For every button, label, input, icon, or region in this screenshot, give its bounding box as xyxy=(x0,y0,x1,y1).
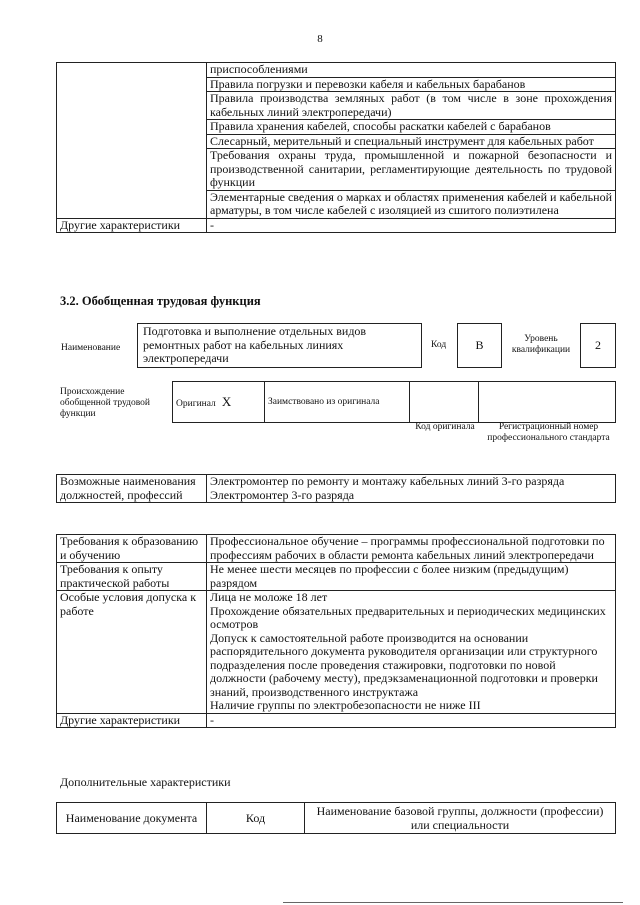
origin-original-cell xyxy=(173,382,265,423)
condition-item: Лица не моложе 18 лет xyxy=(210,590,328,604)
condition-item: Допуск к самостоятельной работе производится на основании распорядительного документа руководителя организации или структурного подразделения после проведения стажировки, подготовки по новой должности (рабочему месту), предэкзаменационной подготовки и проверки знаний, производственного инструктажа xyxy=(210,630,598,699)
original-label: Оригинал xyxy=(176,399,216,409)
section-heading: 3.2. Обобщенная трудовая функция xyxy=(60,294,261,308)
job-titles-values xyxy=(207,475,616,503)
education-label: Требования к образованию и обучению xyxy=(57,535,207,563)
knowledge-row: Элементарные сведения о марках и областях применения кабелей и кабельной арматуры, в том числе кабелей с изоляцией из сшитого полиэтилена xyxy=(207,190,616,218)
job-titles-label: Возможные наименования должностей, профессий xyxy=(57,475,207,503)
knowledge-row: Правила хранения кабелей, способы раскатки кабелей с барабанов xyxy=(207,120,616,135)
other-characteristics-label: Другие характеристики xyxy=(57,218,207,233)
code-original-caption: Код оригинала xyxy=(415,422,475,432)
function-name-box: Подготовка и выполнение отдельных видов ремонтных работ на кабельных линиях электропередачи xyxy=(137,323,422,368)
condition-item: Прохождение обязательных предварительных и периодических медицинских осмотров xyxy=(210,603,606,631)
col-code: Код xyxy=(207,803,305,834)
other-characteristics-value: - xyxy=(207,713,616,728)
page-number: 8 xyxy=(317,33,323,45)
job-titles-table xyxy=(56,474,616,503)
other-characteristics-value: - xyxy=(207,218,616,233)
additional-characteristics-heading: Дополнительные характеристики xyxy=(60,775,231,789)
col-group-name: Наименование базовой группы, должности (профессии) или специальности xyxy=(305,803,616,834)
additional-characteristics-table xyxy=(56,802,616,834)
origin-borrowed-cell: Заимствовано из оригинала xyxy=(265,382,410,423)
col-document-name: Наименование документа xyxy=(57,803,207,834)
knowledge-label-cell xyxy=(57,63,207,219)
job-title: Электромонтер 3-го разряда xyxy=(210,487,355,502)
knowledge-row: Требования охраны труда, промышленной и пожарной безопасности и производственной санитарии, регламентирующие деятельность по трудовой функции xyxy=(207,149,616,191)
knowledge-row: Слесарный, мерительный и специальный инструмент для кабельных работ xyxy=(207,134,616,149)
knowledge-row: приспособлениями xyxy=(207,63,616,78)
origin-code-cell xyxy=(410,382,479,423)
qualification-level-label: Уровень квалификации xyxy=(511,334,571,355)
experience-label: Требования к опыту практической работы xyxy=(57,563,207,591)
conditions-label: Особые условия допуска к работе xyxy=(57,591,207,714)
condition-item: Наличие группы по электробезопасности не ниже III xyxy=(210,698,481,712)
knowledge-row: Правила производства земляных работ (в том числе в зоне прохождения кабельных линий электропередачи) xyxy=(207,92,616,120)
experience-value: Не менее шести месяцев по профессии с более низким (предыдущим) разрядом xyxy=(207,563,616,591)
education-value: Профессиональное обучение – программы профессиональной подготовки по профессиям рабочих в области ремонта кабельных линий электропередачи xyxy=(207,535,616,563)
name-label: Наименование xyxy=(61,343,121,353)
table-continuation-line xyxy=(283,902,623,903)
origin-table xyxy=(172,381,616,423)
origin-label: Происхождение обобщенной трудовой функции xyxy=(60,387,150,419)
other-characteristics-label: Другие характеристики xyxy=(57,713,207,728)
qualification-level-box: 2 xyxy=(580,323,616,368)
conditions-values xyxy=(207,591,616,714)
origin-reg-cell xyxy=(479,382,616,423)
code-box: B xyxy=(457,323,502,368)
job-title: Электромонтер по ремонту и монтажу кабельных линий 3-го разряда xyxy=(210,474,565,488)
knowledge-row: Правила погрузки и перевозки кабеля и кабельных барабанов xyxy=(207,77,616,92)
original-mark: X xyxy=(221,394,232,409)
requirements-table xyxy=(56,534,616,728)
knowledge-table-continuation xyxy=(56,62,616,233)
code-label: Код xyxy=(431,340,447,350)
registration-number-caption: Регистрационный номер профессионального стандарта xyxy=(487,422,610,443)
